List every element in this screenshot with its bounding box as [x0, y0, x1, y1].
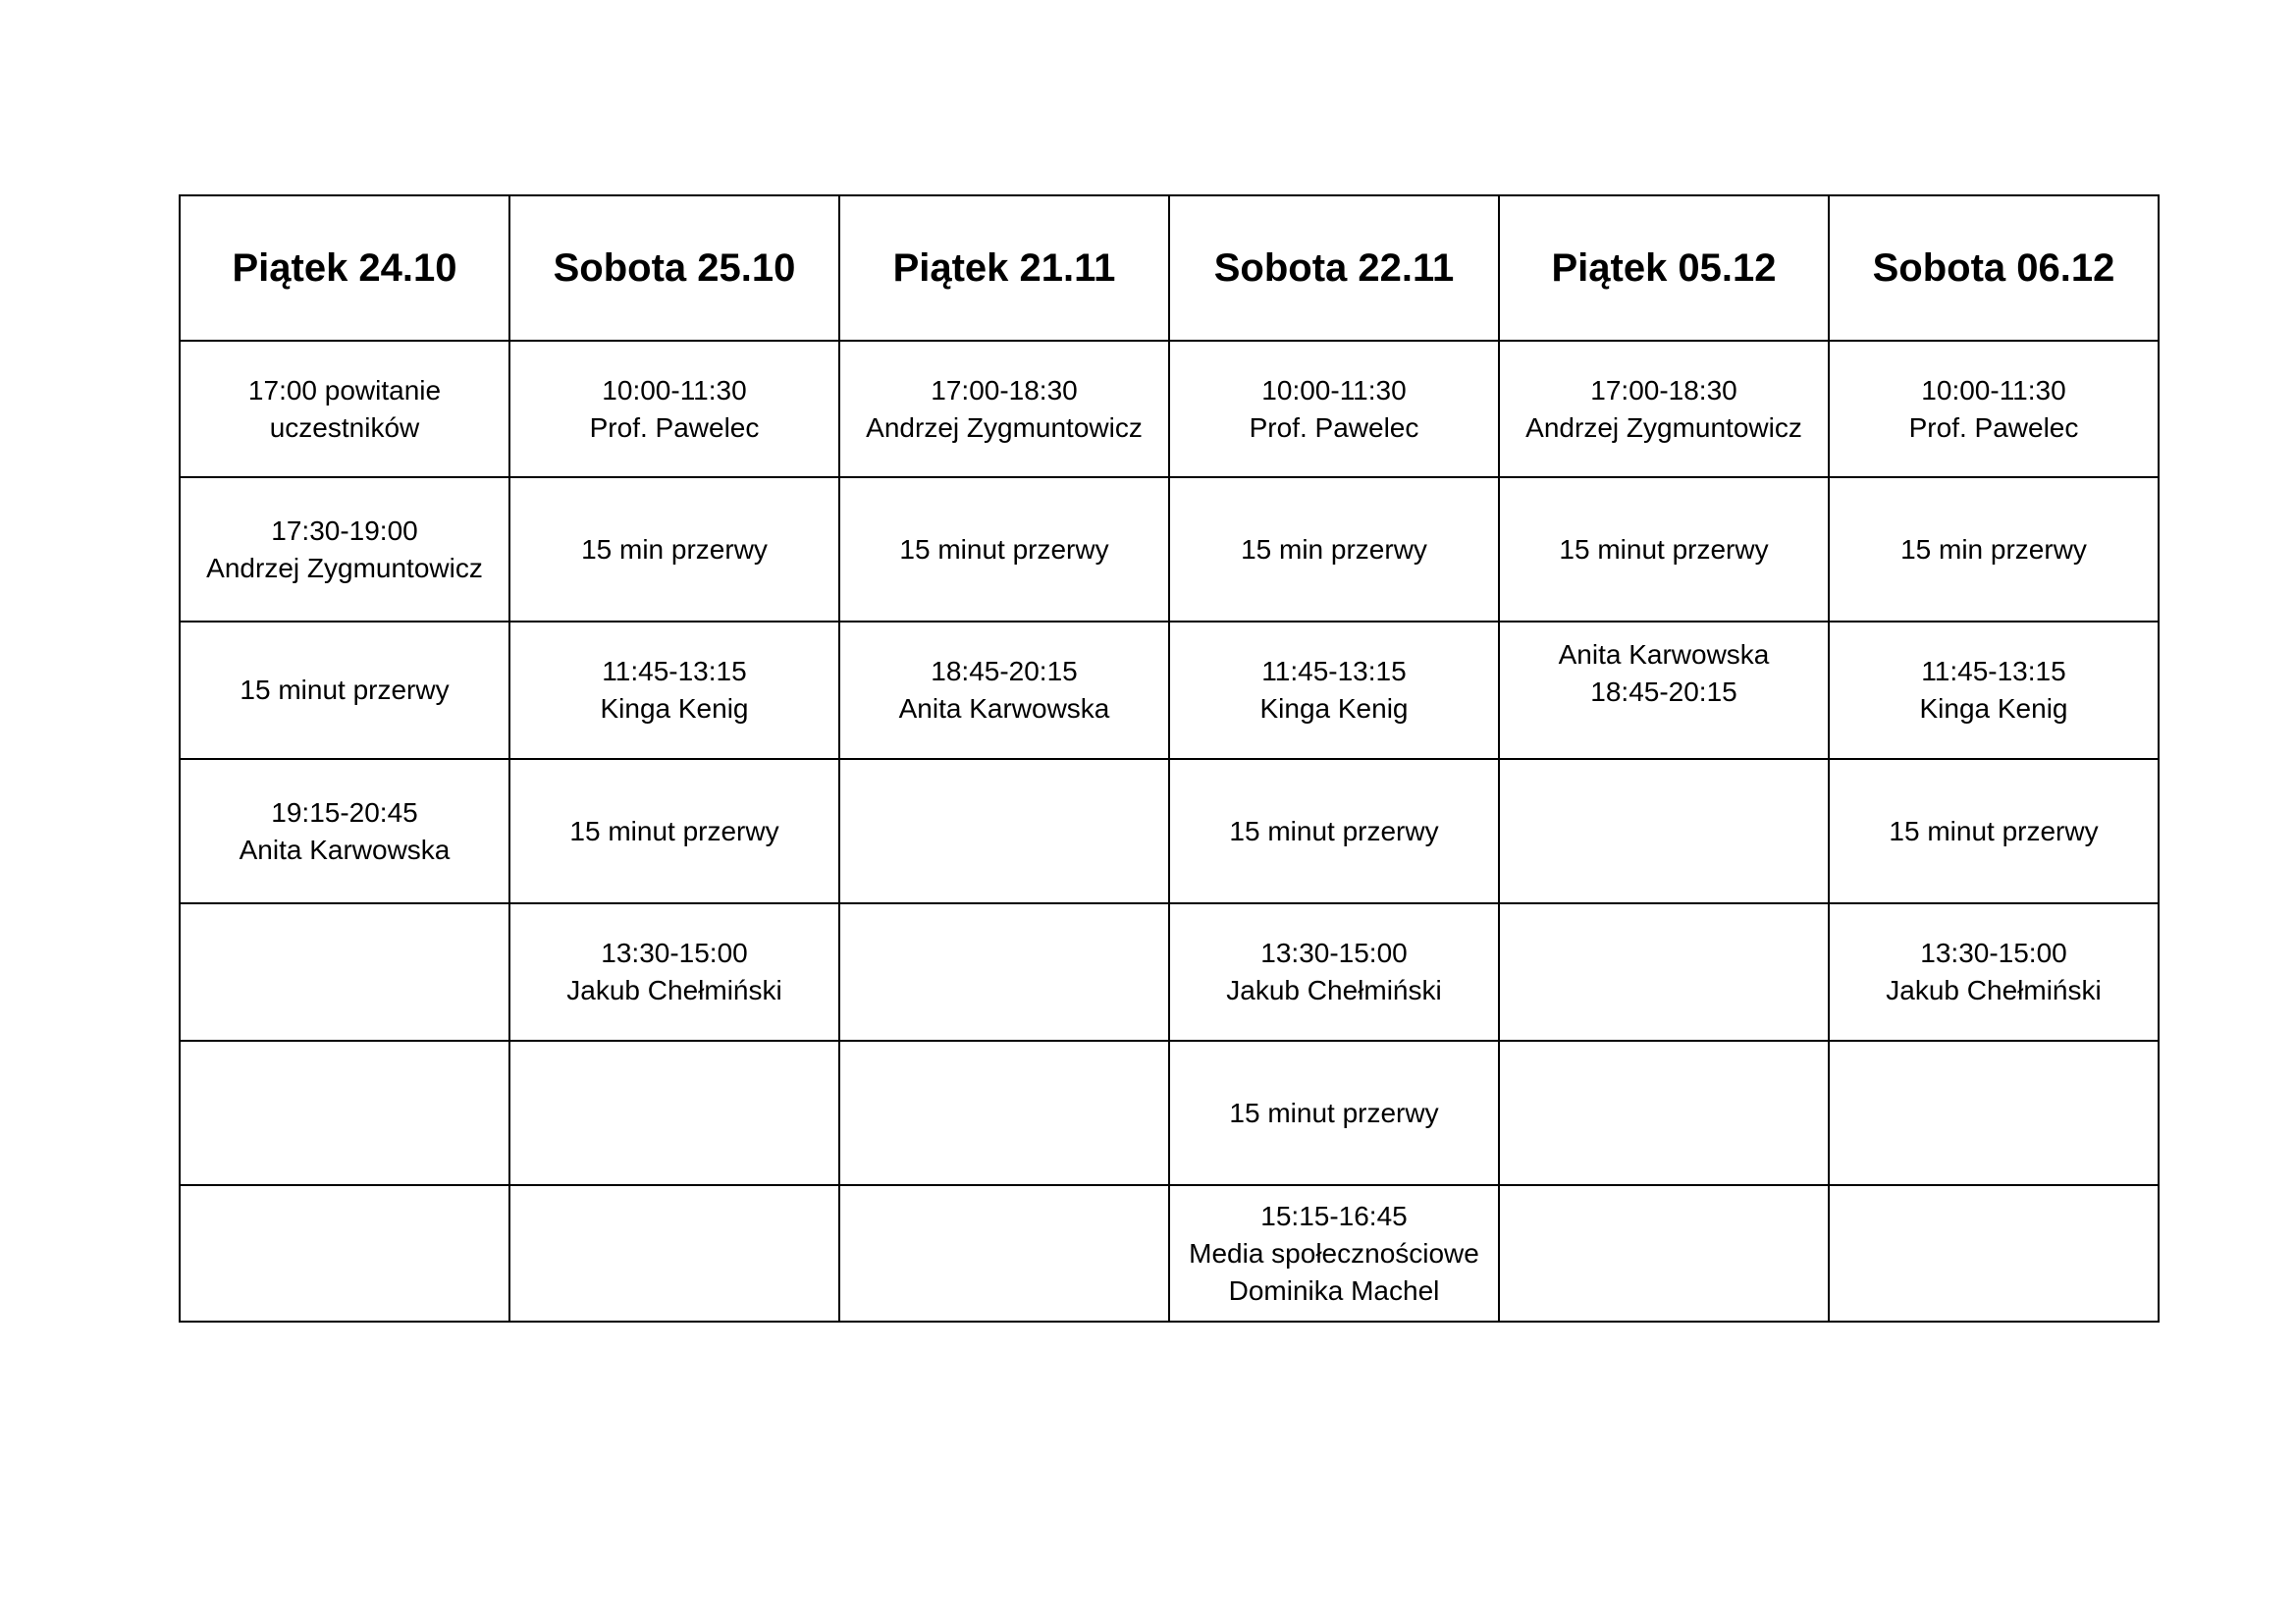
schedule-cell	[1169, 903, 1499, 1041]
schedule-cell	[839, 341, 1169, 477]
table-row	[180, 1041, 2159, 1185]
schedule-cell	[1829, 903, 2159, 1041]
schedule-cell	[509, 903, 839, 1041]
schedule-cell	[839, 622, 1169, 759]
cell-line: 11:45-13:15	[602, 656, 747, 686]
cell-line: Andrzej Zygmuntowicz	[866, 411, 1143, 443]
schedule-cell	[839, 1185, 1169, 1322]
day-header-sobota-06-12: Sobota 06.12	[1829, 195, 2159, 341]
schedule-cell	[839, 1041, 1169, 1185]
cell-line: 13:30-15:00	[1260, 938, 1408, 968]
cell-line: Jakub Chełmiński	[566, 975, 782, 1005]
schedule-cell	[509, 759, 839, 903]
cell-line: Anita Karwowska	[898, 693, 1110, 724]
schedule-cell	[509, 1185, 839, 1322]
schedule-cell	[180, 759, 509, 903]
cell-line: Prof. Pawelec	[1908, 411, 2079, 443]
schedule-cell	[180, 622, 509, 759]
cell-line: 18:45-20:15	[1590, 677, 1737, 707]
table-row	[180, 622, 2159, 759]
cell-line: Media społecznościowe	[1189, 1237, 1479, 1269]
schedule-cell	[1499, 477, 1829, 622]
schedule-cell	[1829, 341, 2159, 477]
schedule-cell	[1499, 341, 1829, 477]
schedule-cell	[509, 1041, 839, 1185]
schedule-cell	[839, 903, 1169, 1041]
day-header-sobota-22-11: Sobota 22.11	[1169, 195, 1499, 341]
cell-line: 10:00-11:30	[602, 374, 747, 406]
cell-line: Dominika Machel	[1228, 1274, 1440, 1306]
cell-line: 15 minut przerwy	[240, 675, 450, 705]
cell-line: Jakub Chełmiński	[1886, 975, 2102, 1005]
cell-line: 15 minut przerwy	[1229, 1097, 1439, 1128]
cell-line: Kinga Kenig	[1919, 693, 2068, 724]
cell-line: 11:45-13:15	[1261, 656, 1407, 686]
table-row	[180, 477, 2159, 622]
header-row	[180, 195, 2159, 341]
day-header-piatek-24-10: Piątek 24.10	[180, 195, 509, 341]
schedule-cell	[509, 341, 839, 477]
cell-line: 15 minut przerwy	[1889, 815, 2099, 846]
cell-line: 10:00-11:30	[1261, 374, 1407, 406]
schedule-cell	[1169, 341, 1499, 477]
cell-line: 17:00 powitanie	[247, 374, 442, 406]
day-header-sobota-25-10: Sobota 25.10	[509, 195, 839, 341]
schedule-cell	[1829, 1041, 2159, 1185]
table-row	[180, 1185, 2159, 1322]
cell-line: 13:30-15:00	[601, 938, 748, 968]
schedule-cell	[1169, 622, 1499, 759]
table-row	[180, 341, 2159, 477]
cell-line: uczestników	[269, 411, 420, 443]
cell-line: Jakub Chełmiński	[1226, 975, 1442, 1005]
schedule-cell	[1499, 1185, 1829, 1322]
cell-line: 15 minut przerwy	[1559, 533, 1769, 565]
schedule-cell	[1169, 1185, 1499, 1322]
table-row	[180, 903, 2159, 1041]
cell-line: 15 minut przerwy	[1229, 815, 1439, 846]
schedule-cell	[1499, 759, 1829, 903]
schedule-cell	[180, 1185, 509, 1322]
cell-line: 15 min przerwy	[1241, 533, 1427, 565]
schedule-cell	[1829, 622, 2159, 759]
schedule-cell	[1829, 477, 2159, 622]
schedule-cell	[180, 1041, 509, 1185]
cell-line: 19:15-20:45	[271, 796, 418, 828]
schedule-table	[179, 194, 2160, 1323]
schedule-cell	[839, 477, 1169, 622]
schedule-cell	[180, 477, 509, 622]
cell-line: 15:15-16:45	[1260, 1200, 1408, 1231]
cell-line: Prof. Pawelec	[589, 411, 760, 443]
cell-line: 13:30-15:00	[1920, 938, 2067, 968]
schedule-cell	[509, 477, 839, 622]
cell-line: Anita Karwowska	[239, 834, 451, 865]
cell-line: Andrzej Zygmuntowicz	[1525, 411, 1802, 443]
schedule-cell	[1169, 759, 1499, 903]
day-header-piatek-21-11: Piątek 21.11	[839, 195, 1169, 341]
schedule-cell	[1829, 1185, 2159, 1322]
schedule-cell	[180, 341, 509, 477]
schedule-cell	[1829, 759, 2159, 903]
schedule-cell	[1169, 477, 1499, 622]
cell-line: 17:00-18:30	[1590, 374, 1737, 406]
cell-line: 15 minut przerwy	[569, 815, 779, 846]
schedule-cell	[1169, 1041, 1499, 1185]
cell-line: Prof. Pawelec	[1249, 411, 1419, 443]
schedule-cell	[839, 759, 1169, 903]
schedule-cell	[1499, 622, 1829, 759]
cell-line: 15 minut przerwy	[899, 533, 1109, 565]
cell-line: 15 min przerwy	[1900, 533, 2087, 565]
table-row	[180, 759, 2159, 903]
cell-line: 11:45-13:15	[1921, 656, 2066, 686]
cell-line: 15 min przerwy	[581, 533, 768, 565]
schedule-cell	[180, 903, 509, 1041]
cell-line: 18:45-20:15	[931, 656, 1078, 686]
cell-line: 17:30-19:00	[271, 514, 418, 546]
cell-line: 10:00-11:30	[1921, 374, 2066, 406]
schedule-cell	[1499, 1041, 1829, 1185]
cell-line: Kinga Kenig	[1259, 693, 1409, 724]
cell-line: Andrzej Zygmuntowicz	[206, 552, 483, 583]
cell-line: Anita Karwowska	[1558, 639, 1770, 670]
cell-line: Kinga Kenig	[600, 693, 749, 724]
schedule-cell	[509, 622, 839, 759]
day-header-piatek-05-12: Piątek 05.12	[1499, 195, 1829, 341]
cell-line: 17:00-18:30	[931, 374, 1078, 406]
schedule-cell	[1499, 903, 1829, 1041]
